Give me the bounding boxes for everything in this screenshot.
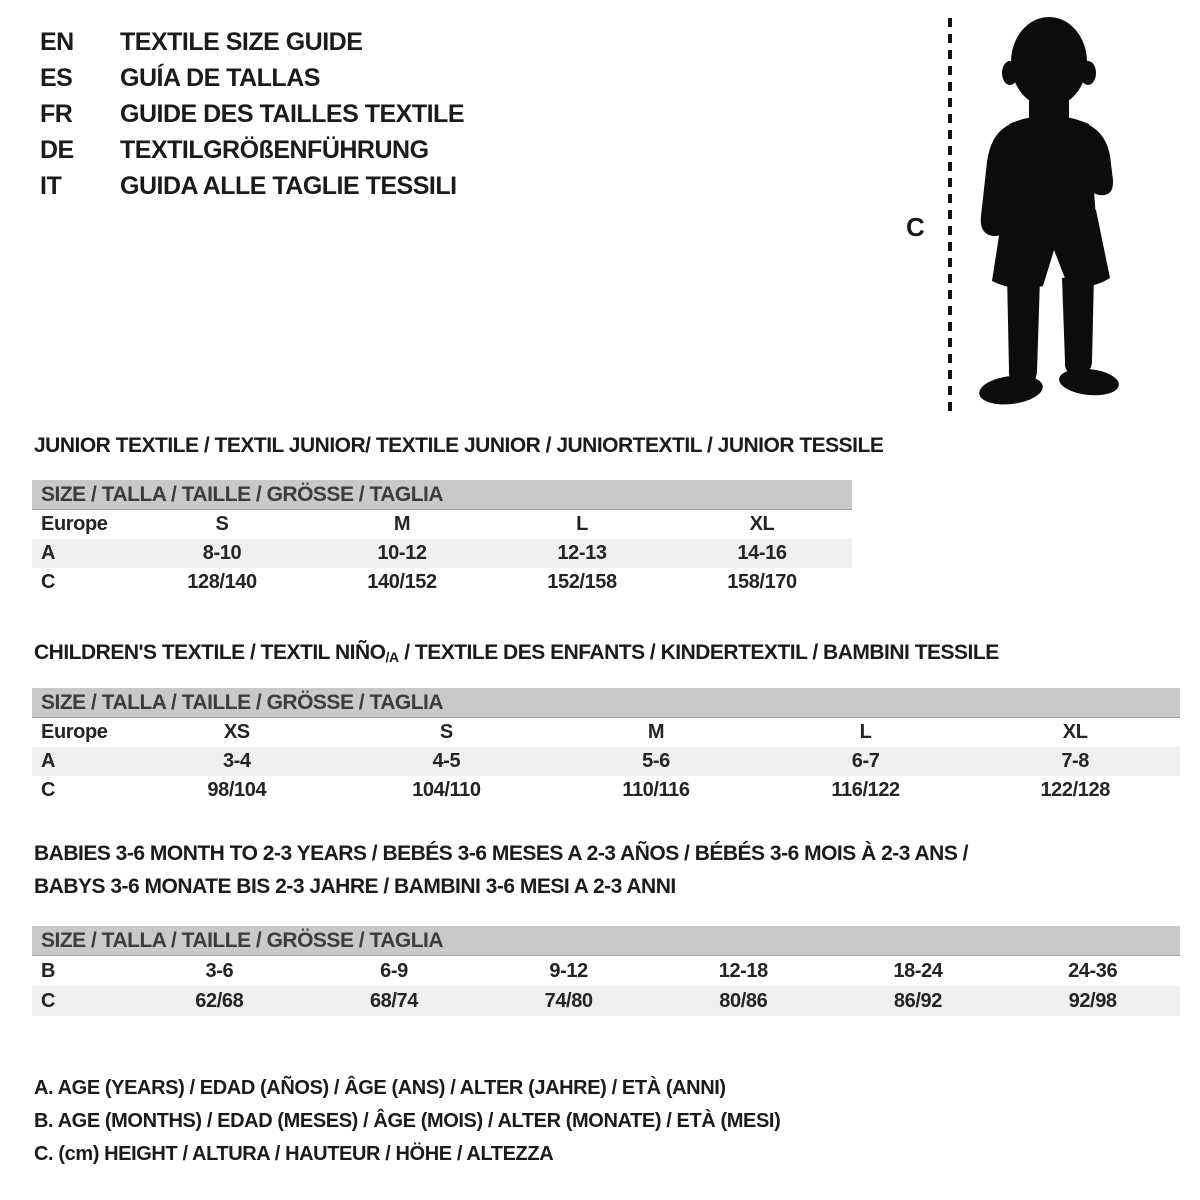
- height-measure-line: [948, 18, 952, 416]
- babies-size-header-band: SIZE / TALLA / TAILLE / GRÖSSE / TAGLIA: [32, 926, 1180, 956]
- row-label: B: [41, 959, 56, 982]
- table-cell: 18-24: [893, 959, 943, 982]
- babies-section-title: [34, 837, 1034, 903]
- row-label: Europe: [41, 513, 108, 535]
- row-label: C: [41, 779, 56, 801]
- table-cell: S: [439, 721, 453, 743]
- legend-line-a: A. AGE (YEARS) / EDAD (AÑOS) / ÂGE (ANS) / ALTER (JAHRE) / ETÀ (ANNI): [34, 1077, 726, 1099]
- language-row-es: [40, 60, 464, 96]
- legend-line-c: C. (cm) HEIGHT / ALTURA / HAUTEUR / HÖHE / ALTEZZA: [34, 1143, 554, 1165]
- table-row: [32, 510, 852, 539]
- language-row-it: [40, 168, 464, 204]
- language-row-fr: [40, 96, 464, 132]
- language-code: DE: [40, 136, 74, 164]
- row-label: C: [41, 989, 56, 1012]
- table-row: [32, 568, 852, 597]
- table-cell: 110/116: [622, 779, 690, 801]
- table-cell: 3-6: [205, 959, 234, 982]
- toddler-silhouette-image: [963, 12, 1138, 417]
- table-cell: 128/140: [187, 571, 257, 593]
- row-label: C: [41, 571, 56, 593]
- table-cell: L: [859, 721, 872, 743]
- language-code: FR: [40, 100, 73, 128]
- table-row: [32, 747, 1180, 776]
- language-row-en: [40, 24, 464, 60]
- children-title-subscript: /A: [385, 649, 399, 665]
- junior-size-table: [32, 510, 852, 597]
- table-cell: L: [576, 513, 588, 535]
- table-cell: 10-12: [377, 542, 427, 564]
- language-title: GUIDA ALLE TAGLIE TESSILI: [120, 172, 457, 200]
- table-cell: 3-4: [222, 750, 251, 772]
- table-cell: XS: [223, 721, 250, 743]
- measurement-legend: [34, 1072, 780, 1171]
- babies-title-line1: BABIES 3-6 MONTH TO 2-3 YEARS / BEBÉS 3-6 MESES A 2-3 AÑOS / BÉBÉS 3-6 MOIS À 2-3 ANS /: [34, 842, 969, 865]
- language-code: EN: [40, 28, 74, 56]
- children-title-text: CHILDREN'S TEXTILE / TEXTIL NIÑO: [34, 641, 386, 664]
- table-cell: 74/80: [544, 989, 593, 1012]
- table-row: [32, 718, 1180, 747]
- table-cell: 6-7: [851, 750, 880, 772]
- language-row-de: [40, 132, 464, 168]
- table-cell: 152/158: [547, 571, 617, 593]
- junior-section-title: JUNIOR TEXTILE / TEXTIL JUNIOR/ TEXTILE JUNIOR / JUNIORTEXTIL / JUNIOR TESSILE: [34, 434, 884, 457]
- children-section-title: [34, 641, 999, 665]
- table-cell: 24-36: [1068, 959, 1118, 982]
- table-cell: 7-8: [1061, 750, 1090, 772]
- table-cell: 104/110: [412, 779, 481, 801]
- table-cell: 12-18: [718, 959, 768, 982]
- children-size-table: [32, 718, 1180, 805]
- legend-line-b: B. AGE (MONTHS) / EDAD (MESES) / ÂGE (MOIS) / ALTER (MONATE) / ETÀ (MESI): [34, 1110, 781, 1132]
- table-cell: 12-13: [557, 542, 607, 564]
- language-code: IT: [40, 172, 62, 200]
- table-cell: 14-16: [737, 542, 787, 564]
- children-size-header-band: SIZE / TALLA / TAILLE / GRÖSSE / TAGLIA: [32, 688, 1180, 718]
- babies-title-line2: BABYS 3-6 MONATE BIS 2-3 JAHRE / BAMBINI 3-6 MESI A 2-3 ANNI: [34, 875, 676, 898]
- table-cell: 80/86: [719, 989, 768, 1012]
- table-cell: 5-6: [642, 750, 670, 772]
- table-cell: 116/122: [831, 779, 900, 801]
- table-cell: XL: [1062, 721, 1088, 743]
- babies-size-table: [32, 956, 1180, 1016]
- table-cell: 122/128: [1040, 779, 1110, 801]
- table-cell: 9-12: [549, 959, 588, 982]
- table-cell: XL: [749, 513, 775, 535]
- table-row: [32, 956, 1180, 986]
- language-title-list: [40, 24, 464, 204]
- language-title: TEXTILGRÖßENFÜHRUNG: [120, 136, 429, 164]
- table-cell: M: [647, 721, 665, 743]
- table-cell: 86/92: [893, 989, 942, 1012]
- table-row: [32, 776, 1180, 805]
- table-cell: 92/98: [1068, 989, 1117, 1012]
- table-cell: M: [393, 513, 411, 535]
- table-cell: S: [215, 513, 229, 535]
- table-cell: 6-9: [380, 959, 408, 982]
- table-cell: 158/170: [727, 571, 797, 593]
- row-label: A: [41, 542, 56, 564]
- language-title: GUÍA DE TALLAS: [120, 64, 320, 92]
- height-measure-label: C: [906, 212, 925, 242]
- language-title: TEXTILE SIZE GUIDE: [120, 28, 363, 56]
- table-cell: 68/74: [369, 989, 419, 1012]
- table-cell: 8-10: [202, 542, 242, 564]
- table-cell: 98/104: [207, 779, 267, 801]
- language-code: ES: [40, 64, 73, 92]
- table-cell: 4-5: [432, 750, 461, 772]
- table-cell: 140/152: [367, 571, 437, 593]
- table-row: [32, 539, 852, 568]
- table-cell: 62/68: [195, 989, 244, 1012]
- row-label: A: [41, 750, 56, 772]
- row-label: Europe: [41, 721, 108, 743]
- junior-size-header-band: SIZE / TALLA / TAILLE / GRÖSSE / TAGLIA: [32, 480, 852, 510]
- table-row: [32, 986, 1180, 1016]
- children-title-text: / TEXTILE DES ENFANTS / KINDERTEXTIL / BAMBINI TESSILE: [398, 641, 999, 664]
- language-title: GUIDE DES TAILLES TEXTILE: [120, 100, 465, 128]
